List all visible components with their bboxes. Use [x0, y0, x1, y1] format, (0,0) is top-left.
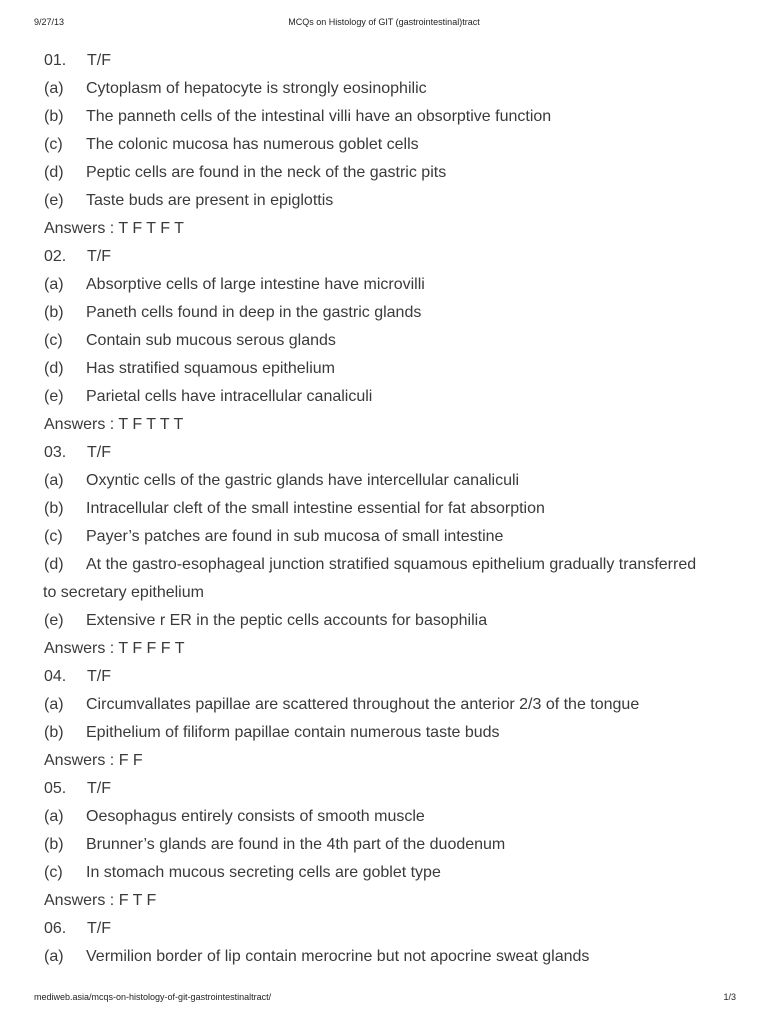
option-text: Peptic cells are found in the neck of the gastric pits	[86, 164, 447, 181]
question-02-heading	[44, 243, 744, 271]
question-03-option-d	[44, 551, 744, 579]
option-text: Circumvallates papillae are scattered throughout the anterior 2/3 of the tongue	[86, 696, 640, 713]
option-text: The colonic mucosa has numerous goblet cells	[86, 136, 419, 153]
question-type: T/F	[87, 920, 111, 937]
option-label: (c)	[44, 864, 63, 881]
option-label: (a)	[44, 472, 64, 489]
option-label: (e)	[44, 192, 64, 209]
question-04-answers: Answers : F F	[44, 752, 143, 769]
question-05-option-a	[44, 803, 744, 831]
question-number: 03.	[44, 444, 67, 461]
question-01-option-a	[44, 75, 744, 103]
question-01-option-d	[44, 159, 744, 187]
option-text: Vermilion border of lip contain merocrine but not apocrine sweat glands	[86, 948, 590, 965]
question-05-answers: Answers : F T F	[44, 892, 157, 909]
question-03-option-c	[44, 523, 744, 551]
question-02-option-a	[44, 271, 744, 299]
option-label: (d)	[44, 556, 64, 573]
option-text: Epithelium of filiform papillae contain numerous taste buds	[86, 724, 500, 741]
question-04-option-a	[44, 691, 744, 719]
option-label: (a)	[44, 276, 64, 293]
question-06-option-a	[44, 943, 744, 971]
header-title: MCQs on Histology of GIT (gastrointestinal)tract	[288, 17, 480, 27]
option-text: Cytoplasm of hepatocyte is strongly eosinophilic	[86, 80, 427, 97]
document-body	[44, 47, 744, 971]
question-number: 01.	[44, 52, 67, 69]
question-type: T/F	[87, 248, 111, 265]
option-text: Taste buds are present in epiglottis	[86, 192, 334, 209]
question-06-heading	[44, 915, 744, 943]
question-03-option-e	[44, 607, 744, 635]
option-text: Has stratified squamous epithelium	[86, 360, 336, 377]
option-label: (b)	[44, 500, 64, 517]
question-number: 06.	[44, 920, 67, 937]
option-label: (c)	[44, 136, 63, 153]
question-03-answers: Answers : T F F F T	[44, 640, 185, 657]
question-01-answers: Answers : T F T F T	[44, 220, 184, 237]
option-label: (c)	[44, 528, 63, 545]
question-01-option-e	[44, 187, 744, 215]
footer-url: mediweb.asia/mcqs-on-histology-of-git-gastrointestinaltract/	[34, 992, 272, 1002]
question-04-heading	[44, 663, 744, 691]
question-02-answers: Answers : T F T T T	[44, 416, 184, 433]
question-01-option-b	[44, 103, 744, 131]
question-03-heading	[44, 439, 744, 467]
question-03-option-a	[44, 467, 744, 495]
header-date: 9/27/13	[34, 17, 65, 27]
question-02-option-d	[44, 355, 744, 383]
option-label: (b)	[44, 836, 64, 853]
option-label: (d)	[44, 164, 64, 181]
question-number: 04.	[44, 668, 67, 685]
option-text: Payer’s patches are found in sub mucosa of small intestine	[86, 528, 504, 545]
footer-page-number: 1/3	[723, 992, 736, 1002]
question-type: T/F	[87, 52, 111, 69]
option-label: (d)	[44, 360, 64, 377]
option-text: Paneth cells found in deep in the gastric glands	[86, 304, 422, 321]
question-04-option-b	[44, 719, 744, 747]
option-text: Oesophagus entirely consists of smooth muscle	[86, 808, 425, 825]
option-text: The panneth cells of the intestinal villi have an obsorptive function	[86, 108, 552, 125]
option-label: (a)	[44, 948, 64, 965]
option-label: (e)	[44, 612, 64, 629]
option-text: Intracellular cleft of the small intestine essential for fat absorption	[86, 500, 545, 517]
option-text: Contain sub mucous serous glands	[86, 332, 336, 349]
option-label: (a)	[44, 696, 64, 713]
option-label: (e)	[44, 388, 64, 405]
option-text: Absorptive cells of large intestine have microvilli	[86, 276, 425, 293]
question-05-option-c	[44, 859, 744, 887]
option-text: Extensive r ER in the peptic cells accounts for basophilia	[86, 612, 488, 629]
question-number: 02.	[44, 248, 67, 265]
option-text: Parietal cells have intracellular canaliculi	[86, 388, 373, 405]
question-02-option-b	[44, 299, 744, 327]
option-label: (b)	[44, 108, 64, 125]
option-text: Oxyntic cells of the gastric glands have intercellular canaliculi	[86, 472, 520, 489]
question-type: T/F	[87, 780, 111, 797]
option-label: (c)	[44, 332, 63, 349]
question-01-option-c	[44, 131, 744, 159]
question-02-option-c	[44, 327, 744, 355]
option-label: (a)	[44, 808, 64, 825]
question-number: 05.	[44, 780, 67, 797]
option-label: (a)	[44, 80, 64, 97]
question-05-option-b	[44, 831, 744, 859]
question-05-heading	[44, 775, 744, 803]
question-01-heading	[44, 47, 744, 75]
option-text: In stomach mucous secreting cells are goblet type	[86, 864, 441, 881]
option-text: Brunner’s glands are found in the 4th part of the duodenum	[86, 836, 506, 853]
question-02-option-e	[44, 383, 744, 411]
question-type: T/F	[87, 444, 111, 461]
option-text: At the gastro-esophageal junction stratified squamous epithelium gradually transferred	[86, 556, 697, 573]
option-label: (b)	[44, 304, 64, 321]
question-type: T/F	[87, 668, 111, 685]
question-03-option-d-continued: to secretary epithelium	[43, 584, 204, 601]
option-label: (b)	[44, 724, 64, 741]
question-03-option-b	[44, 495, 744, 523]
